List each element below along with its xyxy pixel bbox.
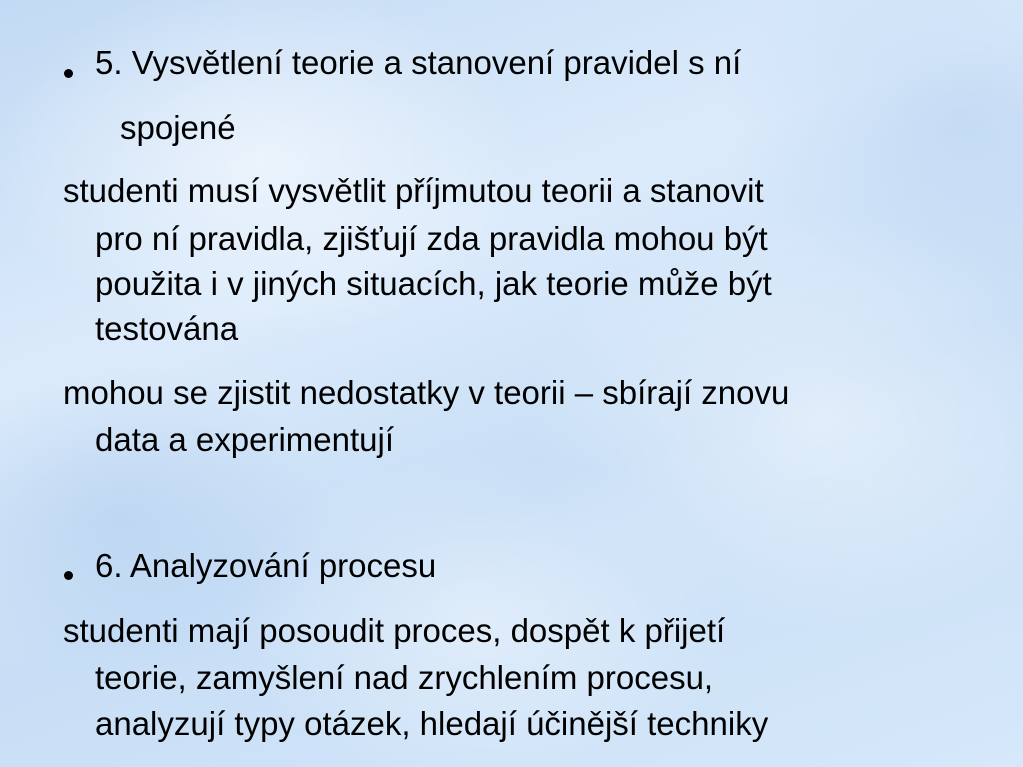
section-5-heading: 5. Vysvětlení teorie a stanovení pravidel s ní: [95, 44, 742, 81]
paragraph-3-line-1: studenti mají posoudit proces, dospět k přijetí: [63, 612, 726, 649]
paragraph-1-line-3: použita i v jiných situacích, jak teorie může být: [95, 265, 772, 302]
section-6-heading: 6. Analyzování procesu: [95, 547, 437, 584]
bullet-icon: [64, 69, 73, 78]
paragraph-3-line-3: analyzují typy otázek, hledají účinější techniky: [95, 705, 769, 742]
paragraph-1-line-2: pro ní pravidla, zjišťují zda pravidla mohou být: [95, 220, 768, 257]
paragraph-2-line-2: data a experimentují: [95, 421, 395, 458]
paragraph-2-line-1: mohou se zjistit nedostatky v teorii – sbírají znovu: [63, 374, 790, 411]
paragraph-1-line-4: testována: [95, 310, 239, 347]
section-5-heading-continuation: spojené: [120, 109, 236, 146]
bullet-icon: [64, 571, 73, 580]
paragraph-3-line-2: teorie, zamyšlení nad zrychlením procesu,: [95, 659, 714, 696]
paragraph-1-line-1: studenti musí vysvětlit příjmutou teorii a stanovit: [63, 172, 764, 209]
